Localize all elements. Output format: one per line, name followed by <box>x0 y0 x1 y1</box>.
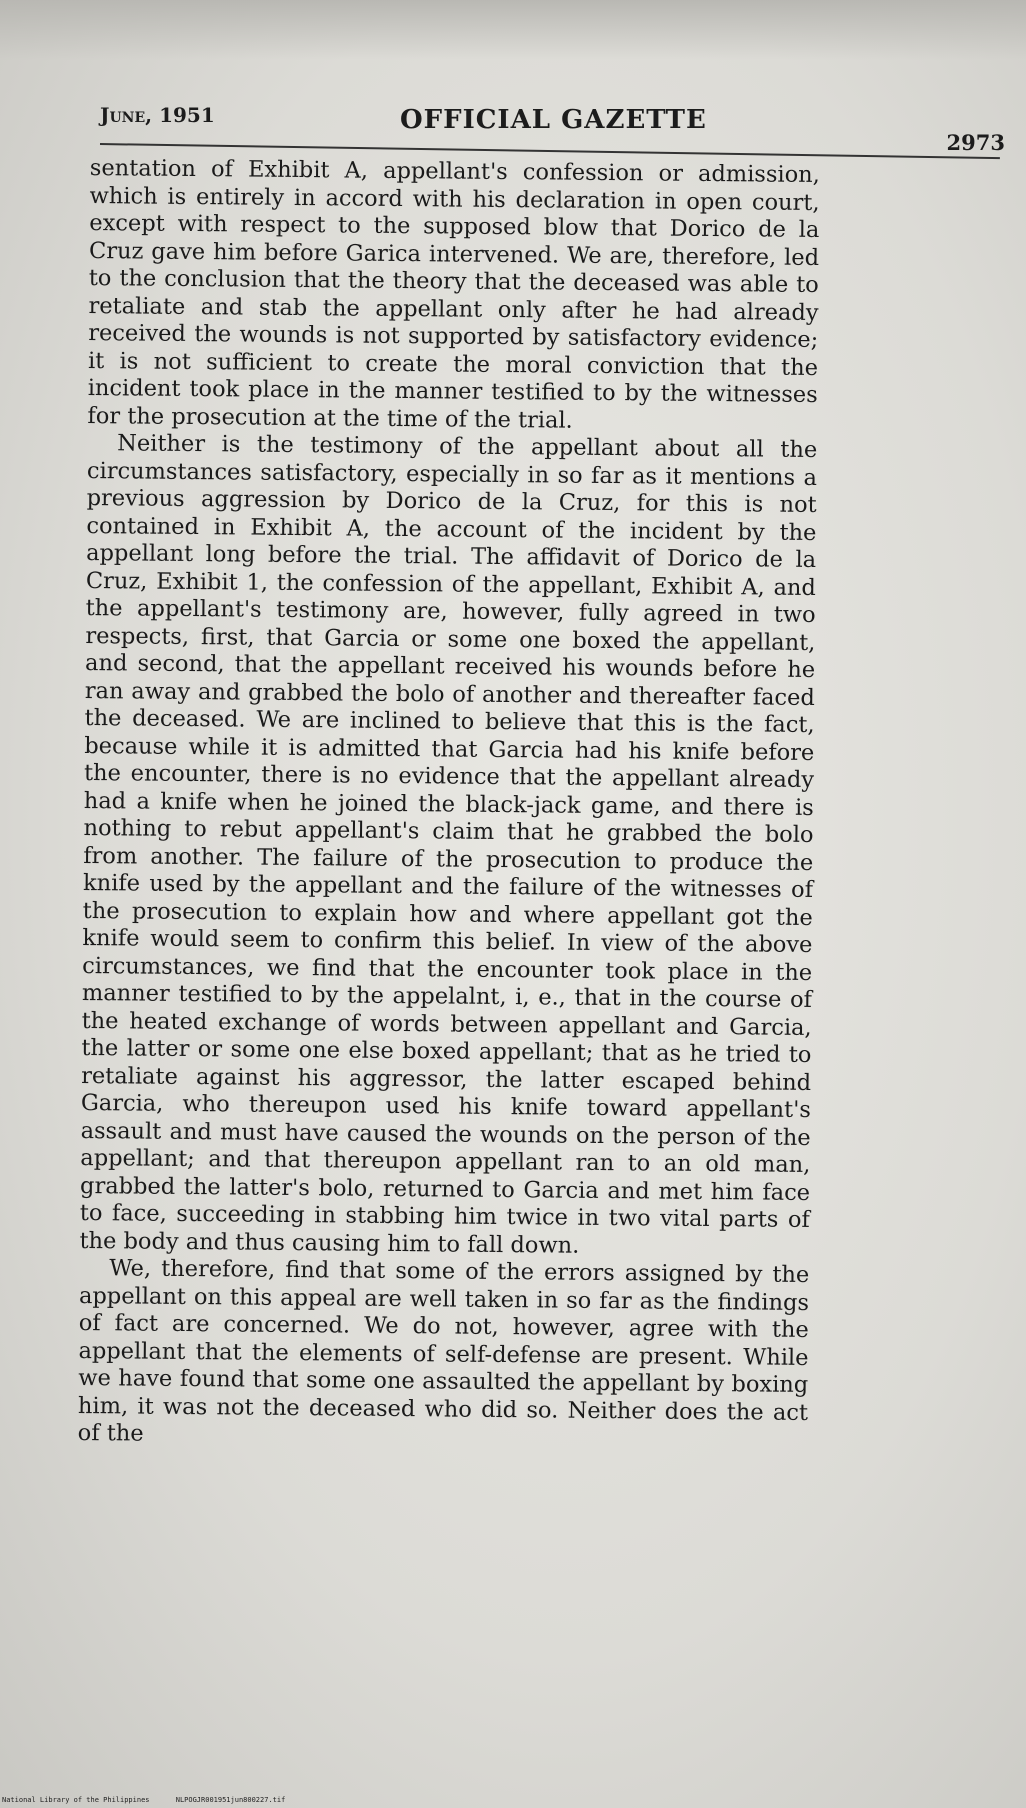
footer-library: National Library of the Philippines <box>2 1796 150 1804</box>
paragraph-2: Neither is the testimony of the appellant about all the circumstances satisfactory, especially in so far as it mentions a previous aggression by Dorico de la Cruz, for this is not contained in Exhibit A, the account of the incident by the appellant long before the trial. The affidavit of Dorico de la Cruz, Exhibit 1, the confession of the appellant, Exhibit A, and the appellant's testimony are, however, fully agreed in two respects, first, that Garcia or some one boxed the appellant, and second, that the appellant received his wounds before he ran away and grabbed the bolo of another and thereafter faced the deceased. We are inclined to believe that this is the fact, because while it is admitted that Garcia had his knife before the encounter, there is no evidence that the appellant already had a knife when he joined the black-jack game, and there is nothing to rebut appellant's claim that he grabbed the bolo from another. The failure of the prosecution to produce the knife used by the appellant and the failure of the witnesses of the prosecution to explain how and where appellant got the knife would seem to confirm this belief. In view of the above circumstances, we find that the encounter took place in the manner testified to by the appelalnt, i, e., that in the course of the heated exchange of words between appellant and Garcia, the latter or some one else boxed appellant; that as he tried to retaliate against his aggressor, the latter escaped behind Garcia, who thereupon used his knife toward appellant's assault and must have caused the wounds on the person of the appellant; and that thereupon appellant ran to an old man, grabbed the latter's bolo, returned to Garcia and met him face to face, succeeding in stabbing him twice in two vital parts of the body and thus causing him to fall down. <box>79 430 818 1259</box>
paragraph-1: sentation of Exhibit A, appellant's confession or admission, which is entirely in accord with his declaration in open court, except with respect to the supposed blow that Dorico de la Cruz gave him before Garica intervened. We are, therefore, led to the conclusion that the theory that the deceased was able to retaliate and stab the appellant only after he had already received the wounds is not supported by satisfactory evidence; it is not sufficient to create the moral conviction that the incident took place in the manner testified to by the witnesses for the prosecution at the time of the trial. <box>87 155 820 434</box>
page-number: 2973 <box>946 130 1005 155</box>
paragraph-3: We, therefore, find that some of the errors assigned by the appellant on this appeal are well taken in so far as the findings of fact are concerned. We do not, however, agree with the appellant that the elements of self-defense are present. While we have found that some one assaulted the appellant by boxing him, it was not the deceased who did so. Neither does the act of the <box>77 1255 810 1447</box>
header-title: OFFICIAL GAZETTE <box>400 105 707 135</box>
scan-shadow <box>0 0 1026 60</box>
footer-filename: NLPOGJR001951jun800227.tif <box>175 1796 286 1804</box>
body-text <box>78 155 820 1454</box>
page-header <box>100 95 1005 155</box>
header-date: June, 1951 <box>100 103 215 127</box>
scan-footer <box>2 1796 307 1804</box>
